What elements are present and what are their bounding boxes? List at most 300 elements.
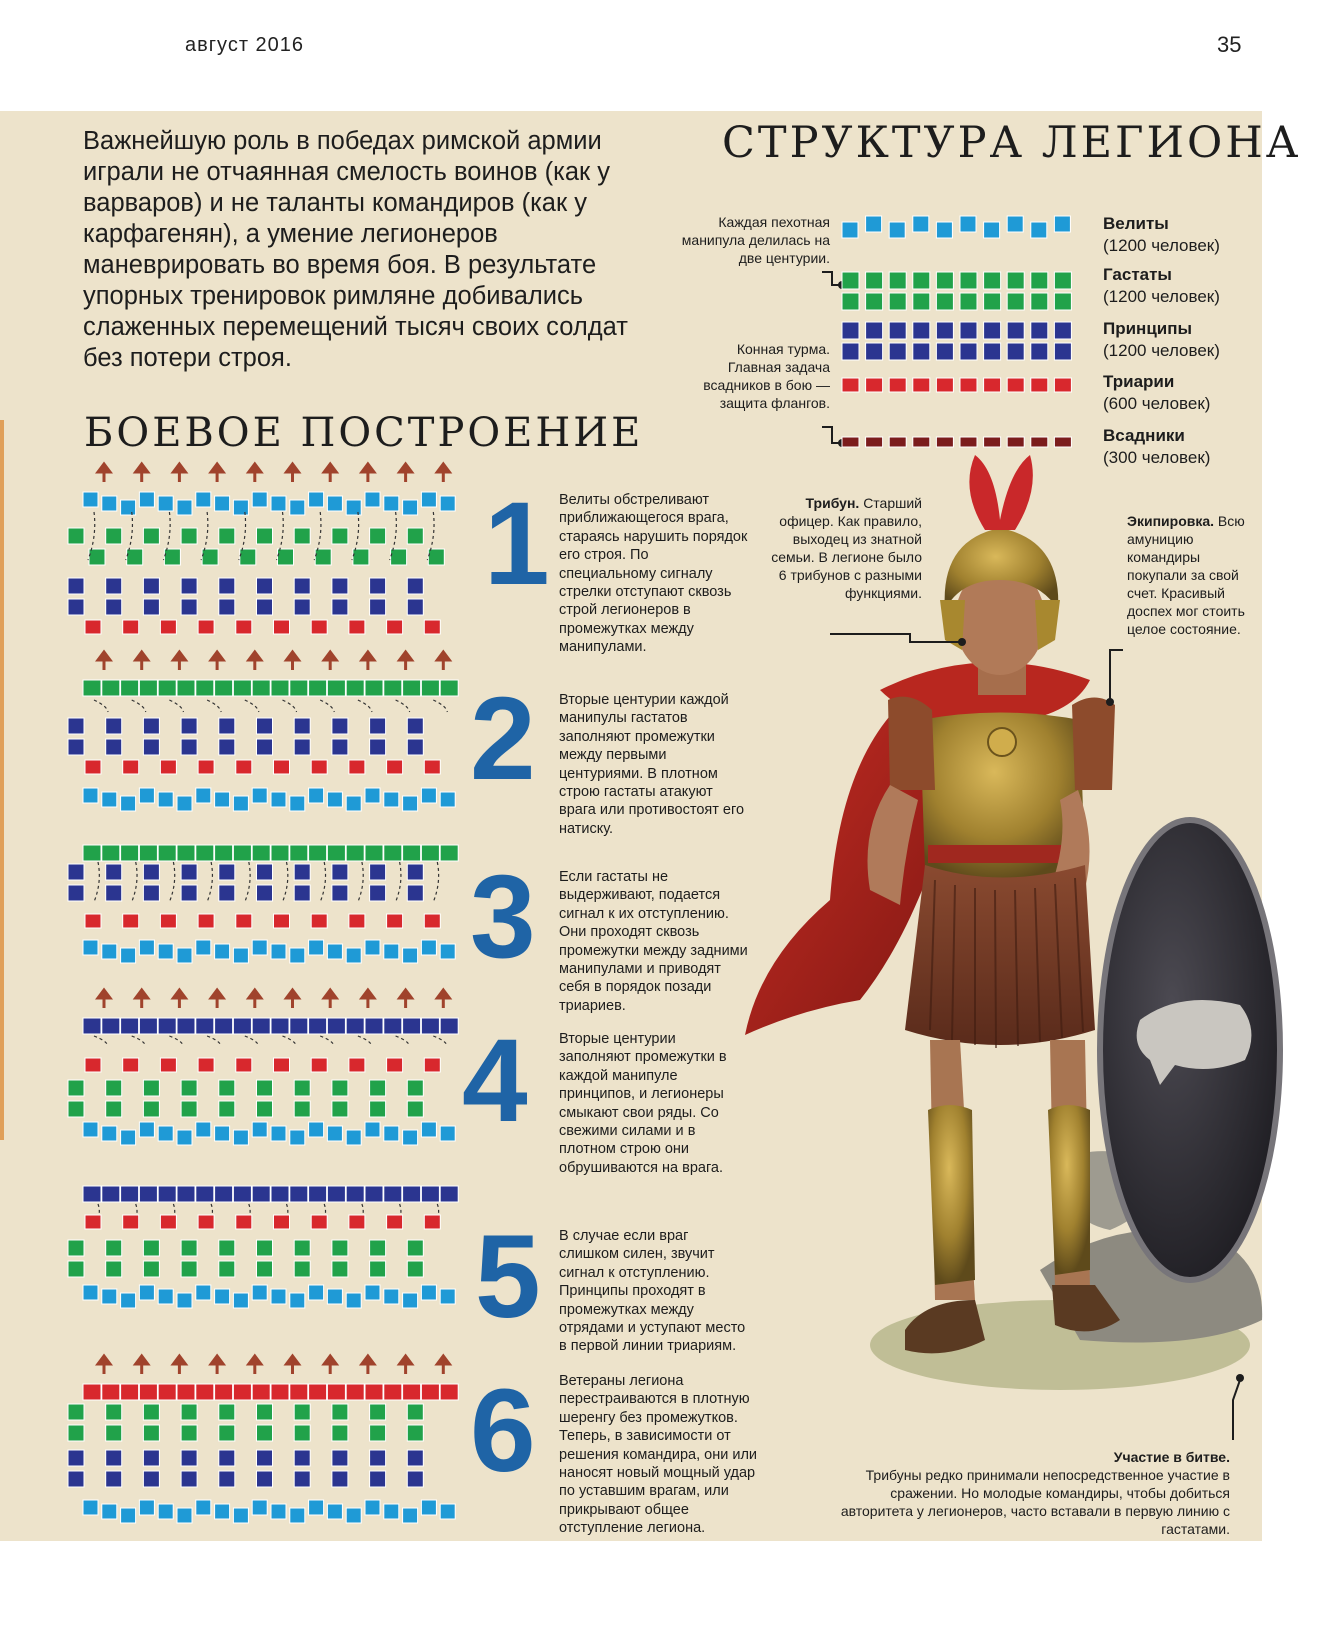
triarii-square bbox=[252, 1384, 270, 1400]
principes-square bbox=[106, 739, 122, 755]
velites-square bbox=[121, 1508, 136, 1523]
principes-square bbox=[143, 1471, 159, 1487]
hastati-square bbox=[143, 528, 159, 544]
velites-square bbox=[158, 1504, 173, 1519]
hastati-square bbox=[332, 1404, 348, 1420]
principes-square bbox=[181, 718, 197, 734]
triarii-square bbox=[83, 1384, 101, 1400]
principes-square bbox=[106, 578, 122, 594]
advance-arrow bbox=[98, 652, 110, 670]
tribune-illustration bbox=[745, 455, 1280, 1390]
triarii-square bbox=[913, 378, 930, 392]
hastati-square bbox=[202, 549, 218, 565]
hastati-square bbox=[89, 549, 105, 565]
hastati-square bbox=[106, 1101, 122, 1117]
triarii-square bbox=[160, 1058, 176, 1072]
equipment-text: Всю амуницию командиры покупали за свой счет. Красивый доспех мог стоить целое состояние. bbox=[1127, 513, 1245, 637]
triarii-square bbox=[421, 1384, 439, 1400]
velites-square bbox=[403, 500, 418, 515]
velites-square bbox=[83, 1122, 98, 1137]
hastati-square bbox=[407, 1261, 423, 1277]
triarii-square bbox=[236, 1215, 252, 1229]
hastati-square bbox=[332, 528, 348, 544]
velites-square bbox=[309, 940, 324, 955]
principes-square bbox=[219, 739, 235, 755]
movement-path bbox=[132, 862, 137, 902]
triarii-square bbox=[123, 1215, 139, 1229]
hastati-square bbox=[68, 1425, 84, 1441]
velites-square bbox=[158, 496, 173, 511]
hastati-square bbox=[365, 680, 383, 696]
principes-square bbox=[143, 578, 159, 594]
principes-square bbox=[1031, 343, 1048, 360]
hastati-square bbox=[842, 272, 859, 289]
hastati-square bbox=[177, 845, 195, 861]
hastati-square bbox=[332, 1261, 348, 1277]
advance-arrow bbox=[136, 464, 148, 482]
hastati-square bbox=[257, 1240, 273, 1256]
velites-square bbox=[215, 496, 230, 511]
principes-square bbox=[219, 1450, 235, 1466]
velites-square bbox=[327, 496, 342, 511]
triarii-square bbox=[102, 1384, 120, 1400]
unit-triarii-count: (600 человек) bbox=[1103, 394, 1211, 413]
triarii-square bbox=[424, 760, 440, 774]
hastati-square bbox=[102, 680, 120, 696]
principes-square bbox=[370, 1471, 386, 1487]
velites-square bbox=[215, 1504, 230, 1519]
velites-square bbox=[271, 1504, 286, 1519]
hastati-square bbox=[913, 272, 930, 289]
advance-arrow bbox=[362, 1356, 374, 1374]
hastati-square bbox=[271, 680, 289, 696]
advance-arrow bbox=[98, 464, 110, 482]
advance-arrow bbox=[400, 1356, 412, 1374]
principes-square bbox=[346, 1018, 364, 1034]
hastati-square bbox=[106, 1425, 122, 1441]
battle-formation-diagrams bbox=[68, 464, 458, 1523]
hastati-square bbox=[842, 293, 859, 310]
principes-square bbox=[68, 885, 84, 901]
velites-square bbox=[403, 796, 418, 811]
unit-velites-name: Велиты bbox=[1103, 214, 1169, 233]
hastati-square bbox=[889, 272, 906, 289]
velites-square bbox=[177, 1130, 192, 1145]
principes-square bbox=[121, 1186, 139, 1202]
principes-square bbox=[294, 1450, 310, 1466]
hastati-square bbox=[428, 549, 444, 565]
step-2-number: 2 bbox=[470, 673, 536, 805]
movement-path bbox=[320, 1036, 334, 1046]
principes-square bbox=[290, 1018, 308, 1034]
principes-square bbox=[139, 1018, 157, 1034]
triarii-square bbox=[123, 1058, 139, 1072]
triarii-square bbox=[290, 1384, 308, 1400]
triarii-square bbox=[160, 914, 176, 928]
principes-square bbox=[68, 864, 84, 880]
velites-square bbox=[271, 944, 286, 959]
triarii-square bbox=[160, 620, 176, 634]
principes-square bbox=[913, 343, 930, 360]
principes-square bbox=[294, 599, 310, 615]
velites-square bbox=[421, 1500, 436, 1515]
velites-square bbox=[290, 1130, 305, 1145]
hastati-square bbox=[332, 1240, 348, 1256]
principes-square bbox=[290, 1186, 308, 1202]
hastati-square bbox=[143, 1261, 159, 1277]
movement-path bbox=[132, 700, 146, 712]
principes-square bbox=[68, 1450, 84, 1466]
principes-square bbox=[407, 578, 423, 594]
principes-square bbox=[196, 1018, 214, 1034]
velites-square bbox=[384, 1289, 399, 1304]
triarii-square bbox=[274, 1058, 290, 1072]
velites-square bbox=[177, 1508, 192, 1523]
velites-square bbox=[290, 1293, 305, 1308]
hastati-square bbox=[83, 680, 101, 696]
principes-square bbox=[68, 578, 84, 594]
principes-square bbox=[143, 1450, 159, 1466]
turma-leader-line bbox=[822, 427, 840, 443]
velites-square bbox=[421, 1122, 436, 1137]
velites-square bbox=[252, 940, 267, 955]
principes-square bbox=[257, 1471, 273, 1487]
principes-square bbox=[271, 1018, 289, 1034]
triarii-square bbox=[236, 620, 252, 634]
velites-square bbox=[290, 796, 305, 811]
triarii-square bbox=[346, 1384, 364, 1400]
movement-path bbox=[94, 862, 99, 902]
advance-arrow bbox=[437, 990, 449, 1008]
triarii-square bbox=[424, 1215, 440, 1229]
hastati-square bbox=[960, 293, 977, 310]
velites-square bbox=[309, 492, 324, 507]
velites-square bbox=[384, 1504, 399, 1519]
hastati-square bbox=[913, 293, 930, 310]
hastati-square bbox=[421, 845, 439, 861]
hastati-square bbox=[219, 1404, 235, 1420]
advance-arrow bbox=[136, 990, 148, 1008]
principes-square bbox=[106, 864, 122, 880]
triarii-square bbox=[233, 1384, 251, 1400]
unit-hastati-count: (1200 человек) bbox=[1103, 287, 1220, 306]
principes-square bbox=[252, 1186, 270, 1202]
triarii-square bbox=[384, 1384, 402, 1400]
velites-square bbox=[121, 948, 136, 963]
velites-square bbox=[327, 944, 342, 959]
battle-leader-dot bbox=[1236, 1374, 1244, 1382]
velites-square bbox=[290, 948, 305, 963]
principes-square bbox=[309, 1186, 327, 1202]
triarii-square bbox=[1054, 378, 1071, 392]
hastati-square bbox=[936, 272, 953, 289]
triarii-square bbox=[177, 1384, 195, 1400]
movement-path bbox=[245, 700, 259, 712]
hastati-square bbox=[407, 1080, 423, 1096]
velites-square bbox=[177, 796, 192, 811]
triarii-square bbox=[936, 378, 953, 392]
triarii-square bbox=[387, 760, 403, 774]
triarii-square bbox=[198, 1058, 214, 1072]
principes-square bbox=[960, 322, 977, 339]
cavalry-square bbox=[889, 437, 906, 447]
hastati-square bbox=[1054, 272, 1071, 289]
triarii-square bbox=[1007, 378, 1024, 392]
triarii-square bbox=[387, 1215, 403, 1229]
triarii-square bbox=[274, 620, 290, 634]
hastati-square bbox=[106, 1240, 122, 1256]
principes-square bbox=[257, 1450, 273, 1466]
principes-square bbox=[257, 864, 273, 880]
advance-arrow bbox=[249, 1356, 261, 1374]
principes-square bbox=[332, 885, 348, 901]
velites-square bbox=[121, 796, 136, 811]
velites-square bbox=[403, 1130, 418, 1145]
hastati-square bbox=[370, 1425, 386, 1441]
principes-square bbox=[143, 885, 159, 901]
velites-square bbox=[196, 788, 211, 803]
hastati-square bbox=[984, 293, 1001, 310]
principes-square bbox=[181, 1450, 197, 1466]
maniple-leader-line bbox=[822, 272, 840, 285]
step-1-text: Велиты обстреливают приближающегося врага, стараясь нарушить порядок его строя. По специальному сигналу стрелки отступают сквозь строй легионеров в промежутках между манипулами. bbox=[559, 492, 748, 656]
movement-path bbox=[169, 862, 174, 902]
advance-arrow bbox=[362, 990, 374, 1008]
velites-square bbox=[403, 1508, 418, 1523]
hastati-square bbox=[346, 680, 364, 696]
tribune-leader-dot bbox=[958, 638, 966, 646]
advance-arrow bbox=[211, 464, 223, 482]
principes-square bbox=[332, 718, 348, 734]
principes-square bbox=[177, 1018, 195, 1034]
advance-arrow bbox=[173, 464, 185, 482]
cavalry-square bbox=[842, 437, 859, 447]
velites-square bbox=[271, 496, 286, 511]
advance-arrow bbox=[136, 1356, 148, 1374]
hastati-square bbox=[1054, 293, 1071, 310]
cavalry-square bbox=[984, 437, 1001, 447]
principes-square bbox=[370, 578, 386, 594]
hastati-square bbox=[143, 1404, 159, 1420]
velites-square bbox=[83, 492, 98, 507]
hastati-square bbox=[1007, 293, 1024, 310]
legion-structure-title: СТРУКТУРА ЛЕГИОНА bbox=[722, 118, 1302, 168]
principes-square bbox=[177, 1186, 195, 1202]
principes-square bbox=[960, 343, 977, 360]
principes-square bbox=[407, 739, 423, 755]
principes-square bbox=[866, 322, 883, 339]
movement-path bbox=[245, 1036, 259, 1046]
cavalry-square bbox=[936, 437, 953, 447]
hastati-square bbox=[181, 1080, 197, 1096]
triarii-square bbox=[196, 1384, 214, 1400]
step-4-text: Вторые центурии заполняют промежутки в каждой манипуле принципов, и легионеры смыкают свои ряды. Со свежими силами и в плотном строю они обрушиваются на врага. bbox=[559, 1031, 727, 1176]
legion-structure-diagram bbox=[842, 216, 1071, 447]
velites-square bbox=[1031, 222, 1047, 238]
velites-square bbox=[102, 496, 117, 511]
velites-square bbox=[121, 1130, 136, 1145]
hastati-square bbox=[294, 528, 310, 544]
principes-square bbox=[866, 343, 883, 360]
principes-square bbox=[181, 1471, 197, 1487]
movement-path bbox=[433, 862, 438, 902]
triarii-square bbox=[123, 620, 139, 634]
velites-square bbox=[102, 944, 117, 959]
advance-arrow bbox=[362, 652, 374, 670]
triarii-square bbox=[160, 1215, 176, 1229]
movement-path bbox=[169, 1036, 183, 1046]
triarii-square bbox=[198, 1215, 214, 1229]
hastati-square bbox=[294, 1080, 310, 1096]
advance-arrow bbox=[249, 990, 261, 1008]
principes-square bbox=[215, 1186, 233, 1202]
principes-square bbox=[370, 599, 386, 615]
velites-square bbox=[177, 948, 192, 963]
velites-square bbox=[271, 792, 286, 807]
unit-hastati-name: Гастаты bbox=[1103, 265, 1172, 284]
triarii-square bbox=[274, 914, 290, 928]
triarii-square bbox=[85, 1058, 101, 1072]
principes-square bbox=[407, 1450, 423, 1466]
movement-path bbox=[283, 862, 288, 902]
hastati-square bbox=[936, 293, 953, 310]
velites-square bbox=[102, 792, 117, 807]
triarii-square bbox=[123, 760, 139, 774]
hastati-square bbox=[143, 1080, 159, 1096]
hastati-square bbox=[370, 1101, 386, 1117]
principes-square bbox=[106, 1450, 122, 1466]
principes-square bbox=[257, 739, 273, 755]
principes-square bbox=[181, 864, 197, 880]
hastati-square bbox=[370, 1080, 386, 1096]
hastati-square bbox=[271, 845, 289, 861]
velites-square bbox=[403, 1293, 418, 1308]
principes-square bbox=[407, 885, 423, 901]
step-1-number: 1 bbox=[484, 478, 550, 610]
velites-square bbox=[327, 792, 342, 807]
principes-square bbox=[294, 718, 310, 734]
advance-arrow bbox=[287, 652, 299, 670]
hastati-square bbox=[164, 549, 180, 565]
movement-path bbox=[396, 700, 410, 712]
principes-square bbox=[143, 739, 159, 755]
velites-square bbox=[158, 944, 173, 959]
velites-square bbox=[346, 1293, 361, 1308]
step-5-number: 5 bbox=[475, 1211, 541, 1343]
step-6-number: 6 bbox=[470, 1365, 536, 1497]
hastati-square bbox=[370, 1404, 386, 1420]
tribune-text: Старший офицер. Как правило, выходец из знатной семьи. В легионе было 6 трибунов с разными функциями. bbox=[771, 495, 922, 601]
principes-square bbox=[913, 322, 930, 339]
cavalry-square bbox=[913, 437, 930, 447]
velites-square bbox=[196, 940, 211, 955]
principes-square bbox=[181, 885, 197, 901]
advance-arrow bbox=[173, 990, 185, 1008]
principes-square bbox=[271, 1186, 289, 1202]
hastati-square bbox=[294, 1425, 310, 1441]
triarii-square bbox=[85, 914, 101, 928]
velites-square bbox=[1007, 216, 1023, 232]
velites-square bbox=[271, 1289, 286, 1304]
unit-principes-count: (1200 человек) bbox=[1103, 341, 1220, 360]
principes-square bbox=[1007, 343, 1024, 360]
velites-square bbox=[158, 1126, 173, 1141]
principes-square bbox=[327, 1018, 345, 1034]
principes-square bbox=[332, 739, 348, 755]
principes-square bbox=[181, 599, 197, 615]
principes-square bbox=[1031, 322, 1048, 339]
movement-path bbox=[396, 862, 401, 902]
movement-path bbox=[169, 700, 183, 712]
principes-square bbox=[842, 343, 859, 360]
principes-square bbox=[106, 599, 122, 615]
hastati-square bbox=[353, 549, 369, 565]
maniple-note: Каждая пехотная манипула делилась на две центурии. bbox=[681, 214, 830, 266]
triarii-square bbox=[311, 914, 327, 928]
hastati-square bbox=[332, 1101, 348, 1117]
velites-square bbox=[440, 1504, 455, 1519]
equipment-leader-line bbox=[1110, 650, 1123, 700]
principes-square bbox=[370, 885, 386, 901]
battle-title: Участие в битве. bbox=[1113, 1449, 1230, 1465]
triarii-square bbox=[236, 1058, 252, 1072]
hastati-square bbox=[181, 1425, 197, 1441]
hastati-square bbox=[365, 845, 383, 861]
hastati-square bbox=[866, 293, 883, 310]
triarii-square bbox=[198, 914, 214, 928]
unit-principes-name: Принципы bbox=[1103, 319, 1193, 338]
principes-square bbox=[332, 1471, 348, 1487]
velites-square bbox=[327, 1289, 342, 1304]
hastati-square bbox=[1031, 272, 1048, 289]
velites-square bbox=[403, 948, 418, 963]
advance-arrow bbox=[98, 990, 110, 1008]
advance-arrow bbox=[211, 990, 223, 1008]
triarii-square bbox=[889, 378, 906, 392]
velites-square bbox=[365, 492, 380, 507]
velites-square bbox=[196, 1285, 211, 1300]
principes-square bbox=[346, 1186, 364, 1202]
advance-arrow bbox=[287, 990, 299, 1008]
principes-square bbox=[68, 599, 84, 615]
velites-square bbox=[346, 1508, 361, 1523]
hastati-square bbox=[181, 1404, 197, 1420]
principes-square bbox=[365, 1018, 383, 1034]
movement-path bbox=[358, 700, 372, 712]
hastati-square bbox=[290, 680, 308, 696]
hastati-square bbox=[407, 1240, 423, 1256]
velites-square bbox=[233, 500, 248, 515]
advance-arrow bbox=[400, 652, 412, 670]
principes-square bbox=[370, 718, 386, 734]
velites-square bbox=[346, 796, 361, 811]
principes-square bbox=[294, 885, 310, 901]
triarii-square bbox=[121, 1384, 139, 1400]
principes-square bbox=[889, 343, 906, 360]
triarii-square bbox=[198, 620, 214, 634]
principes-square bbox=[257, 718, 273, 734]
principes-square bbox=[143, 718, 159, 734]
hastati-square bbox=[294, 1240, 310, 1256]
velites-square bbox=[327, 1504, 342, 1519]
triarii-square bbox=[349, 620, 365, 634]
hastati-square bbox=[403, 680, 421, 696]
triarii-square bbox=[85, 760, 101, 774]
triarii-square bbox=[440, 1384, 458, 1400]
principes-square bbox=[421, 1186, 439, 1202]
triarii-square bbox=[424, 620, 440, 634]
velites-square bbox=[984, 222, 1000, 238]
